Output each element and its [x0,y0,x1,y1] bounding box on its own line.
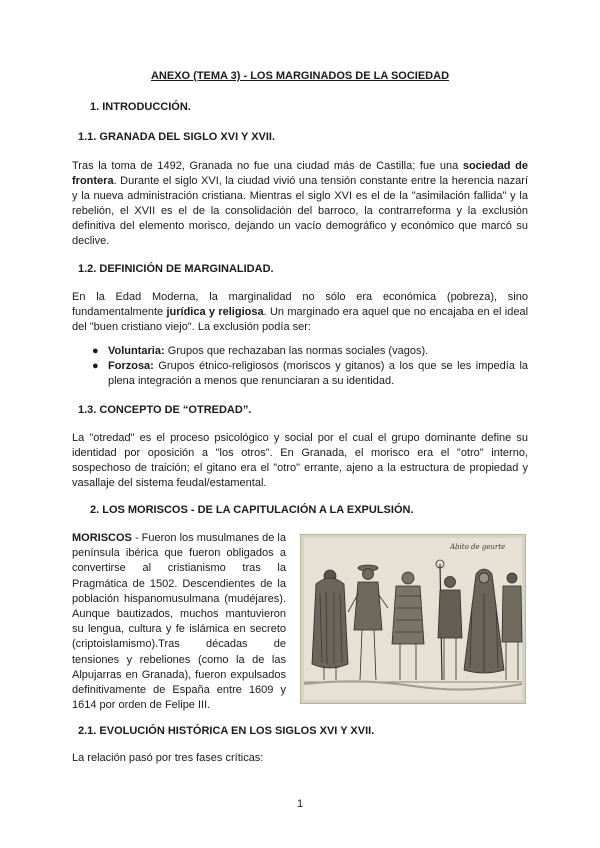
text-span: - Fueron los musulmanes de la península ibérica que fueron obligados a convertirse al cristianismo tras la Pragmática de 1502. Descendientes de la población hispanomusulmana (mudéjares). Aunque bautizados, muchos mantuvieron su lengua, cultura y fe islámica en secreto (criptoislamismo).Tras décadas de tensiones y rebeliones (como la de las Alpujarras en Granada), fueron expulsados definitivamente de España entre 1609 y 1614 por orden de Felipe III. [72,532,286,712]
bullet-icon: ● [92,360,99,372]
heading-granada: 1.1. GRANADA DEL SIGLO XVI Y XVII. [78,131,276,143]
paragraph-moriscos [72,531,286,713]
bold-term: jurídica y religiosa [166,306,264,318]
bold-term: sociedad de frontera [72,160,529,187]
bullet-text: Grupos étnico-religiosos (moriscos y gitanos) a los que se les impedía la plena integración a menos que renunciaran a su identidad. [108,360,528,387]
heading-marginalidad: 1.2. DEFINICIÓN DE MARGINALIDAD. [78,263,274,275]
text-span: Tras la toma de 1492, Granada no fue una ciudad más de Castilla; fue una [72,160,463,172]
page-number: 1 [296,798,304,810]
figure-cloaked-woman-icon [312,570,348,680]
list-item [92,344,528,359]
exclusion-list [92,344,528,389]
document-title: ANEXO (TEMA 3) - LOS MARGINADOS DE LA SOCIEDAD [150,70,450,82]
heading-introduccion: 1. INTRODUCCIÓN. [90,101,191,113]
bold-term: MORISCOS [72,532,132,544]
bullet-text: Grupos que rechazaban las normas sociales (vagos). [164,345,429,357]
text-span: En la Edad Moderna, la marginalidad no sólo era económica (pobreza), sino fundamentalmente [72,291,528,318]
bullet-icon: ● [92,345,99,357]
bullet-label: Forzosa: [108,360,154,372]
heading-otredad: 1.3. CONCEPTO DE “OTREDAD”. [78,404,252,416]
engraving-caption: Abito de geurte [450,543,506,551]
bullet-label: Voluntaria: [108,345,165,357]
paragraph-fases: La relación pasó por tres fases críticas: [72,752,264,764]
paragraph-marginalidad [72,290,528,335]
paragraph-granada [72,159,528,249]
moriscos-engraving-image [300,534,526,704]
paragraph-otredad: La "otredad" es el proceso psicológico y social por el cual el grupo dominante define su identidad por oposición a "los otros". En Granada, el morisco era el "otro" interno, sospechoso de traición; el gitano era el "otro" errante, ajeno a la estructura de propiedad y vasallaje del sistema feudal/estamental. [72,432,528,489]
list-item [92,359,528,389]
heading-evolucion: 2.1. EVOLUCIÓN HISTÓRICA EN LOS SIGLOS XVI Y XVII. [78,725,375,737]
heading-moriscos: 2. LOS MORISCOS - DE LA CAPITULACIÓN A LA EXPULSIÓN. [90,504,414,516]
text-span: . Durante el siglo XVI, la ciudad vivió una tensión constante entre la herencia nazarí y la nueva administración cristiana. Mientras el siglo XVI es el de la "asimilación fallida" y la rebelión, el XVII es el de la consolidación del barroco, la contrarreforma y la exclusión definitiva del elemento morisco, dejando un vacío demográfico y económico que marcó su declive. [72,175,528,247]
text-span: . Un marginado era aquel que no encajaba en el ideal del "buen cristiano viejo". La exclusión podía ser: [72,306,529,333]
